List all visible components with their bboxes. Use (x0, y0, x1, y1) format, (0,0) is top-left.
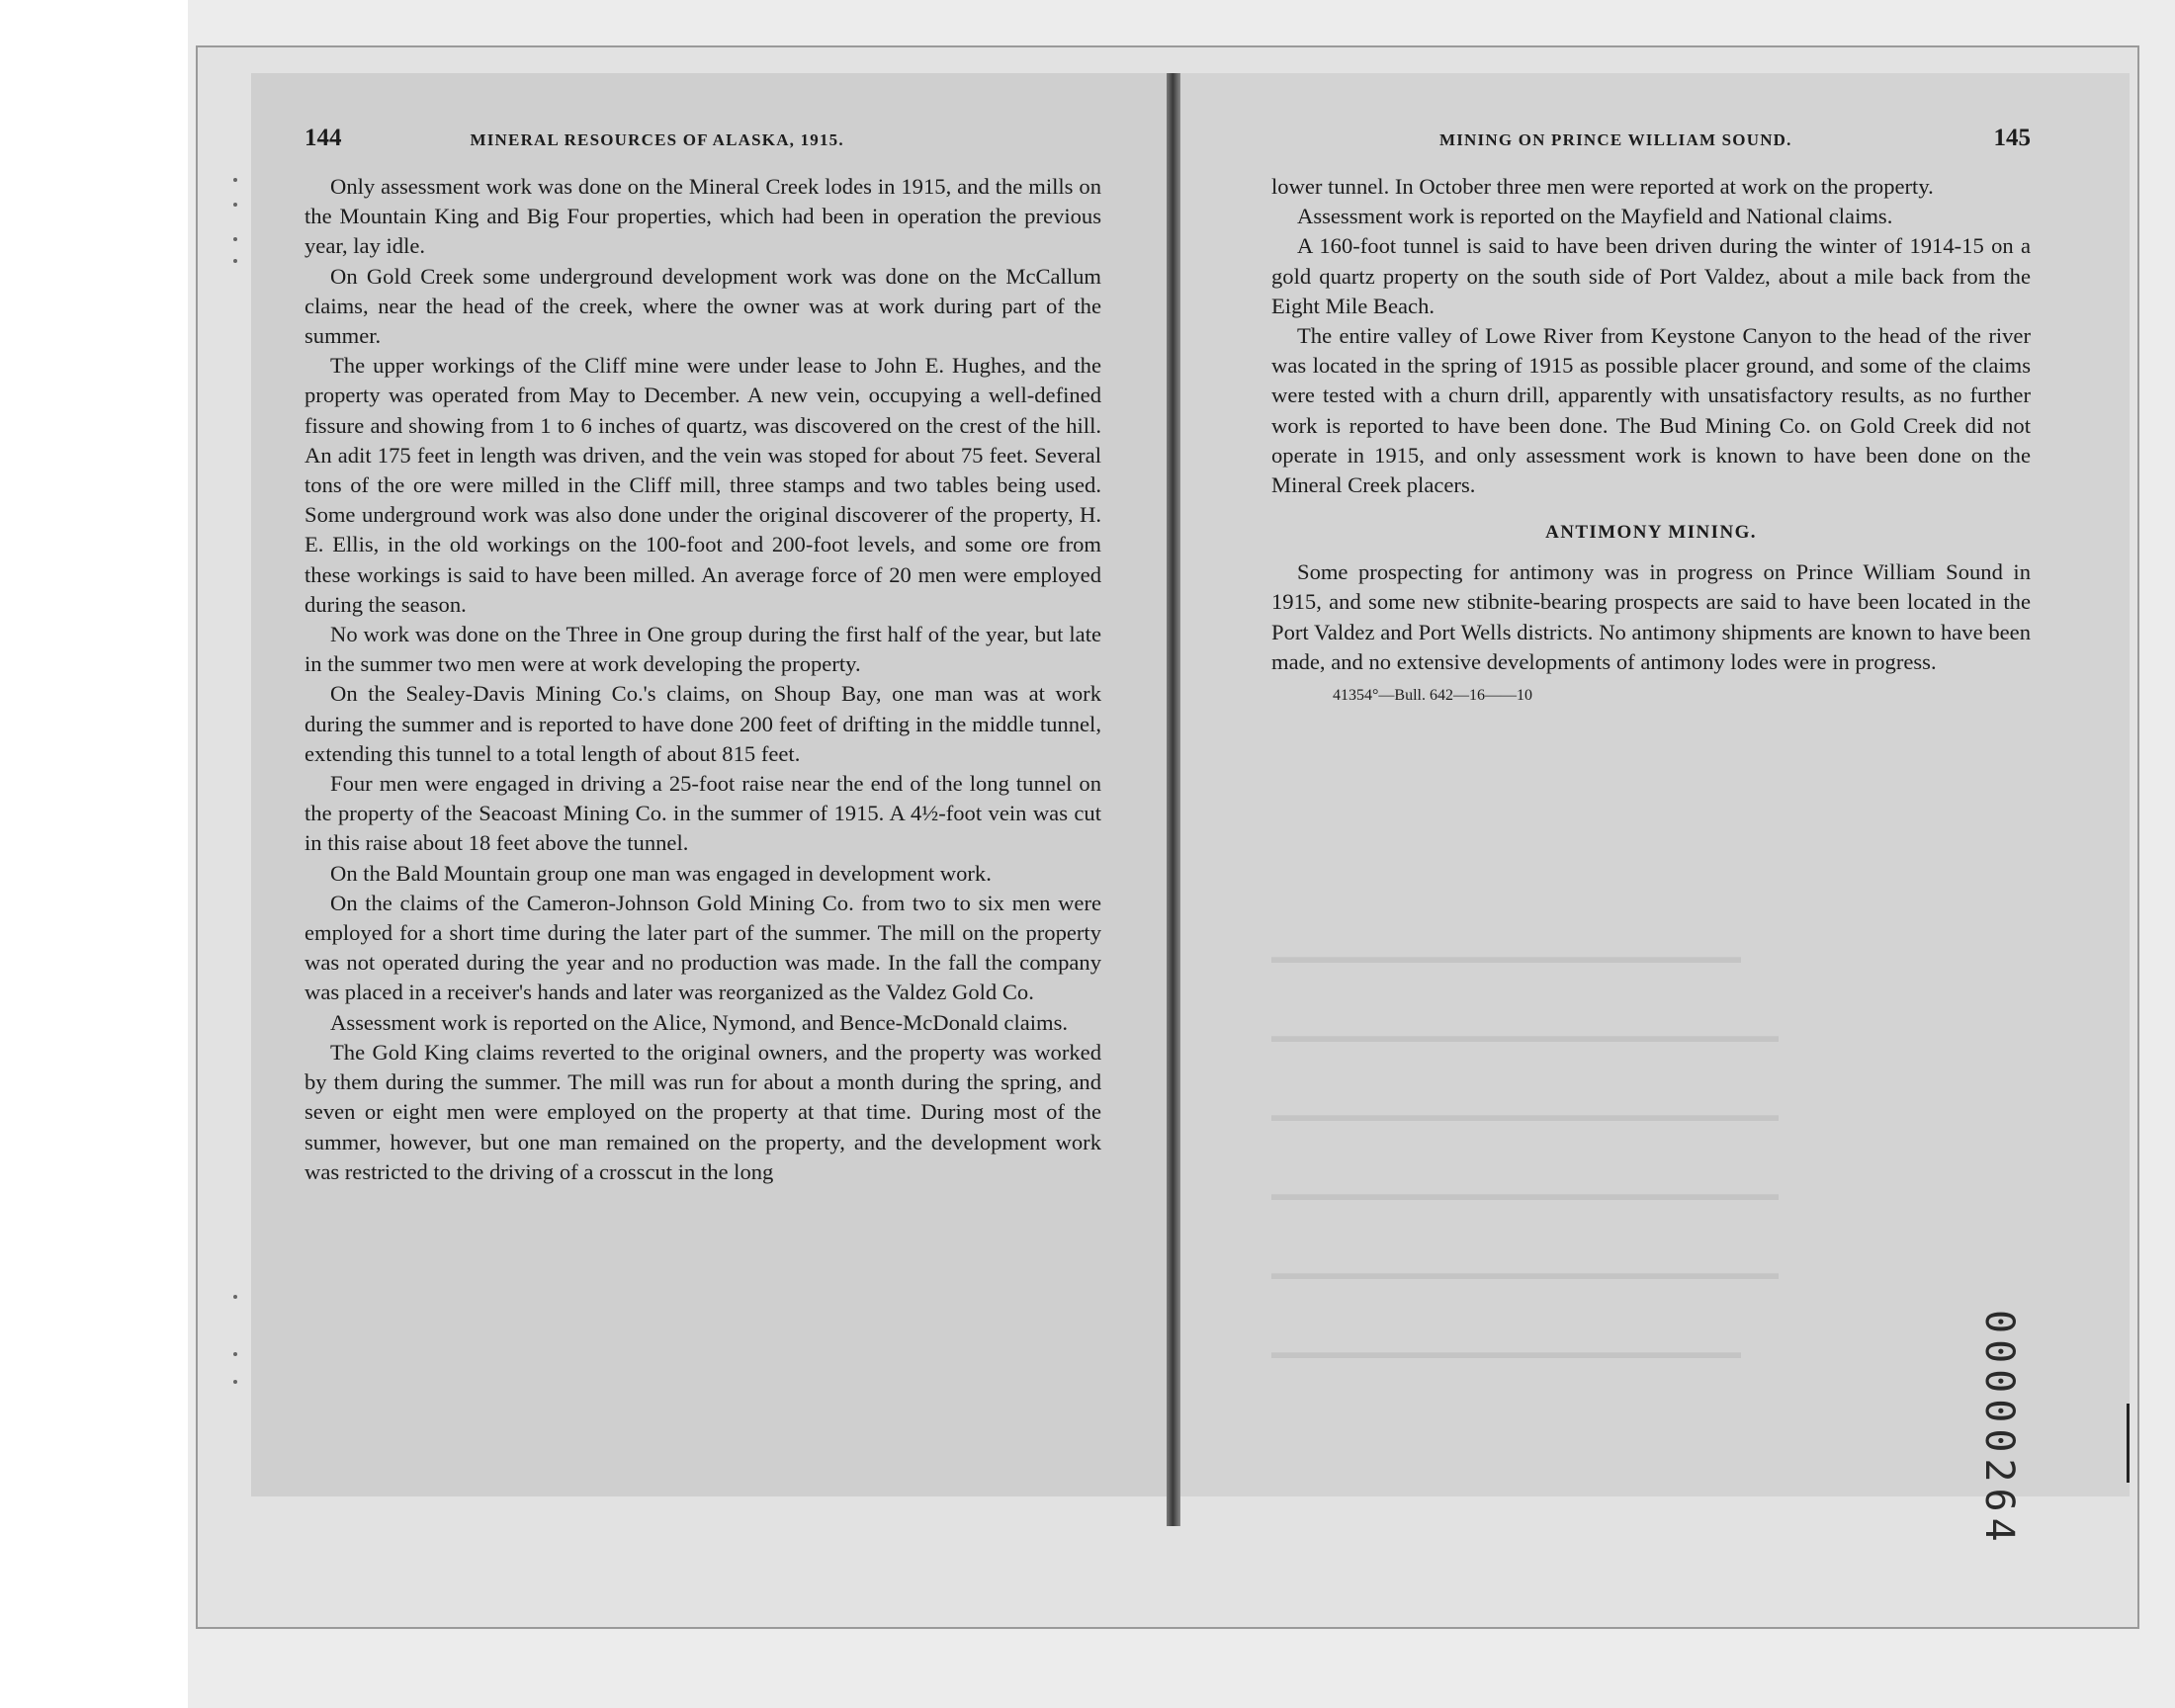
left-running-title: MINERAL RESOURCES OF ALASKA, 1915. (470, 130, 844, 149)
margin-speck (233, 259, 237, 263)
margin-speck (233, 203, 237, 207)
margin-speck (233, 1295, 237, 1299)
paragraph: Only assessment work was done on the Mineral Creek lodes in 1915, and the mills on the Mountain King and Big Four properties, which had been in operation the previous year, lay idle. (304, 174, 1101, 259)
paragraph: The entire valley of Lowe River from Keystone Canyon to the head of the river was located in the spring of 1915 as possible placer ground, and some of the claims were tested with a churn drill, apparently with unsatisfactory results, as no further work is reported to have been done. The Bud Mining Co. on Gold Creek did not operate in 1915, and only assessment work is known to have been done on the Mineral Creek placers. (1271, 323, 2031, 498)
margin-speck (233, 237, 237, 241)
bleed-through-text: ▬▬▬▬▬▬▬▬▬▬▬▬▬▬▬▬▬▬▬▬▬▬▬▬▬ (1271, 1342, 1741, 1363)
bleed-through-text: ▬▬▬▬▬▬▬▬▬▬▬▬▬▬▬▬▬▬▬▬▬▬▬▬▬▬▬ (1271, 1263, 1779, 1284)
margin-speck (233, 178, 237, 182)
paragraph: The upper workings of the Cliff mine were under lease to John E. Hughes, and the property was operated from May to December. A new vein, occupying a well-defined fissure and showing from 1 to 6 inches of quartz, was discovered on the crest of the hill. An adit 175 feet in length was driven, and the vein was stoped for about 75 feet. Several tons of the ore were milled in the Cliff mill, three stamps and two tables being used. Some underground work was also done under the original discoverer of the property, H. E. Ellis, in the old workings on the 100-foot and 200-foot levels, and some ore from these workings is said to have been milled. An average force of 20 men were employed during the season. (304, 353, 1101, 617)
left-page (251, 73, 1167, 1496)
right-running-header (1271, 125, 2031, 166)
frame-number-stamp: 00000264 (1976, 1310, 2022, 1548)
paragraph: A 160-foot tunnel is said to have been driven during the winter of 1914-15 on a gold quartz property on the south side of Port Valdez, about a mile back from the Eight Mile Beach. (1271, 233, 2031, 318)
frame-edge-mark (2127, 1404, 2130, 1483)
scan-margin (0, 0, 188, 1708)
paragraph: On Gold Creek some underground development work was done on the McCallum claims, near the head of the creek, where the owner was at work during part of the summer. (304, 263, 1101, 349)
paragraph: On the Bald Mountain group one man was engaged in development work. (330, 860, 992, 886)
right-page-number: 145 (1993, 125, 2031, 151)
book-gutter (1167, 73, 1180, 1526)
paragraph: Four men were engaged in driving a 25-foot raise near the end of the long tunnel on the property of the Seacoast Mining Co. in the summer of 1915. A 4½-foot vein was cut in this raise about 18 feet above the tunnel. (304, 771, 1101, 856)
section-heading: ANTIMONY MINING. (1545, 522, 1757, 544)
paragraph: No work was done on the Three in One group during the first half of the year, but late in the summer two men were at work developing the property. (304, 622, 1101, 677)
paragraph: Assessment work is reported on the Alice, Nymond, and Bence-McDonald claims. (330, 1009, 1069, 1035)
margin-speck (233, 1352, 237, 1356)
paragraph: On the claims of the Cameron-Johnson Gold Mining Co. from two to six men were employed for a short time during the later part of the summer. The mill on the property was not operated during the year and no production was made. In the fall the company was placed in a receiver's hands and later was reorganized as the Valdez Gold Co. (304, 890, 1101, 1005)
continuation-paragraph: lower tunnel. In October three men were reported at work on the property. (1271, 174, 1934, 199)
left-page-number: 144 (304, 125, 342, 151)
paragraph: Assessment work is reported on the Mayfield and National claims. (1297, 204, 1893, 229)
bleed-through-text: ▬▬▬▬▬▬▬▬▬▬▬▬▬▬▬▬▬▬▬▬▬▬▬▬▬▬▬ (1271, 1184, 1779, 1205)
bleed-through-text: ▬▬▬▬▬▬▬▬▬▬▬▬▬▬▬▬▬▬▬▬▬▬▬▬▬ (1271, 947, 1741, 968)
margin-speck (233, 1380, 237, 1384)
left-running-header (304, 125, 1101, 166)
paragraph: Some prospecting for antimony was in progress on Prince William Sound in 1915, and some new stibnite-bearing prospects are said to have been located in the Port Valdez and Port Wells districts. No antimony shipments are known to have been made, and no extensive developments of antimony lodes were in progress. (1271, 559, 2031, 674)
right-page (1180, 73, 2130, 1496)
paragraph: On the Sealey-Davis Mining Co.'s claims, on Shoup Bay, one man was at work during the summer and is reported to have done 200 feet of drifting in the middle tunnel, extending this tunnel to a total length of about 815 feet. (304, 681, 1101, 766)
scanned-spread (196, 45, 2139, 1629)
bleed-through-text: ▬▬▬▬▬▬▬▬▬▬▬▬▬▬▬▬▬▬▬▬▬▬▬▬▬▬▬ (1271, 1026, 1779, 1047)
paragraph: The Gold King claims reverted to the original owners, and the property was worked by them during the summer. The mill was run for about a month during the spring, and seven or eight men were employed on the property at that time. During most of the summer, however, but one man remained on the property, and the development work was restricted to the driving of a crosscut in the long (304, 1039, 1101, 1184)
printer-footnote: 41354°—Bull. 642—16——10 (1333, 687, 1532, 705)
right-running-title: MINING ON PRINCE WILLIAM SOUND. (1439, 130, 1792, 149)
bleed-through-text: ▬▬▬▬▬▬▬▬▬▬▬▬▬▬▬▬▬▬▬▬▬▬▬▬▬▬▬ (1271, 1105, 1779, 1126)
